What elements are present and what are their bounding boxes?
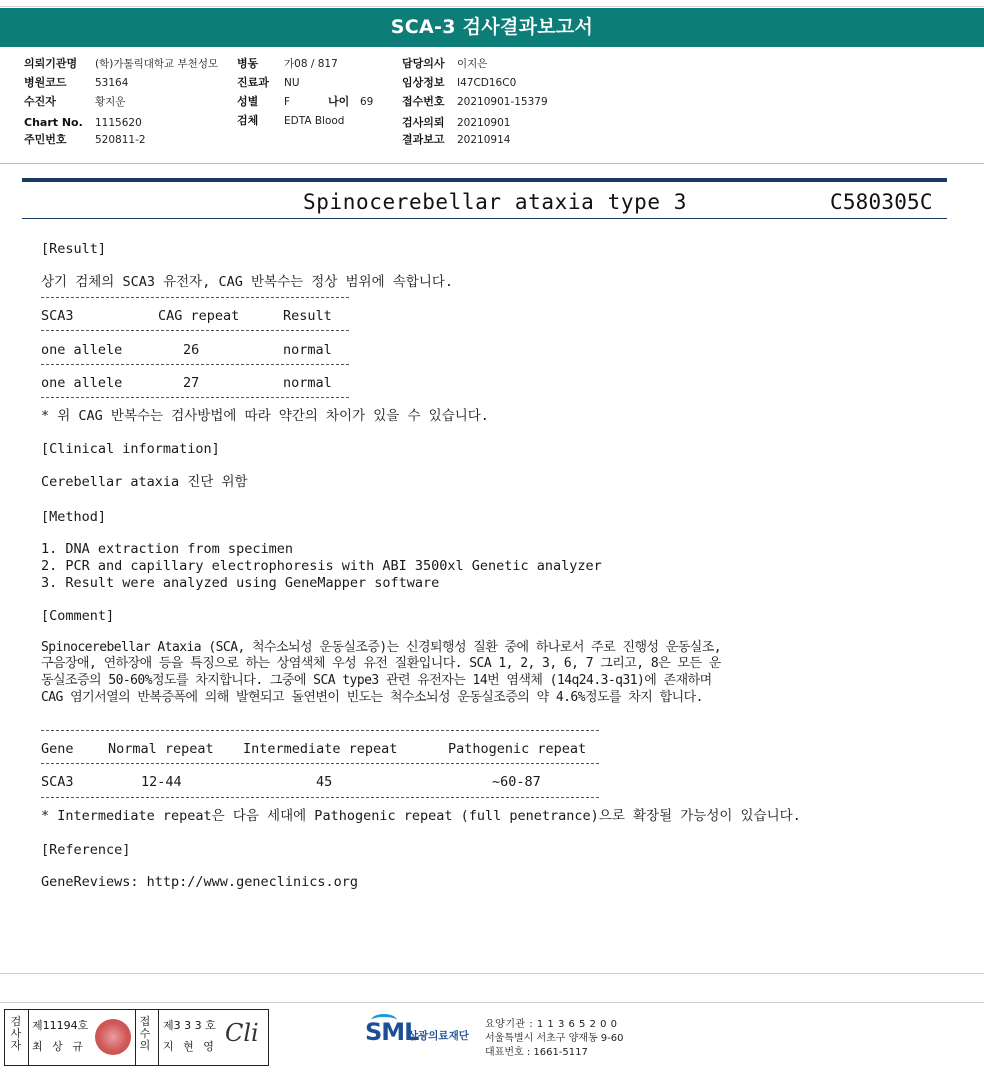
reference-text: GeneReviews: http://www.geneclinics.org bbox=[41, 874, 358, 890]
result-row-repeat: 26 bbox=[183, 342, 200, 358]
label-request-date: 검사의뢰 bbox=[402, 116, 445, 129]
label-institution: 의뢰기관명 bbox=[24, 57, 78, 70]
method-heading: [Method] bbox=[41, 509, 107, 525]
inspector-label: 검사자 bbox=[10, 1015, 22, 1052]
label-specimen: 검체 bbox=[237, 114, 259, 127]
value-receipt-no: 20210901-15379 bbox=[457, 96, 548, 108]
signature: Cli bbox=[225, 1019, 259, 1047]
result-row-allele: one allele bbox=[41, 342, 123, 358]
test-code: C580305C bbox=[830, 190, 933, 214]
approver-name: 지 현 영 bbox=[163, 1040, 217, 1053]
gene-row-pathogenic: ~60-87 bbox=[492, 774, 541, 790]
label-resident-no: 주민번호 bbox=[24, 133, 67, 146]
label-report-date: 결과보고 bbox=[402, 133, 445, 146]
gene-row-gene: SCA3 bbox=[41, 774, 74, 790]
gene-table-rule bbox=[41, 763, 599, 764]
inspector-name: 최 상 규 bbox=[32, 1040, 86, 1053]
window-top-edge bbox=[0, 0, 984, 7]
label-doctor: 담당의사 bbox=[402, 57, 445, 70]
sml-logo: SML bbox=[365, 1018, 419, 1046]
method-step: 1. DNA extraction from specimen bbox=[41, 541, 293, 557]
label-sex: 성별 bbox=[237, 95, 259, 108]
clinical-heading: [Clinical information] bbox=[41, 441, 220, 457]
approver-label: 접수의 bbox=[139, 1015, 151, 1052]
result-heading: [Result] bbox=[41, 241, 107, 257]
value-collector: 황지운 bbox=[95, 96, 126, 108]
value-institution: (학)가톨릭대학교 부천성모 bbox=[95, 58, 219, 70]
label-collector: 수진자 bbox=[24, 95, 56, 108]
result-header-result: Result bbox=[283, 308, 332, 324]
result-table-rule bbox=[41, 364, 349, 365]
comment-line: 구음장애, 연하장애 등을 특징으로 하는 상염색체 우성 유전 질환입니다. SCA 1, 2, 3, 6, 7 그리고, 8은 모든 운 bbox=[41, 656, 721, 671]
report-title: SCA-3 검사결과보고서 bbox=[0, 8, 984, 47]
comment-line: Spinocerebellar Ataxia (SCA, 척수소뇌성 운동실조증)는 신경퇴행성 질환 중에 하나로서 주로 진행성 운동실조, bbox=[41, 640, 722, 655]
title-rule-top bbox=[22, 178, 947, 182]
result-note: * 위 CAG 반복수는 검사방법에 따라 약간의 차이가 있을 수 있습니다. bbox=[41, 408, 489, 424]
gene-header-normal: Normal repeat bbox=[108, 741, 214, 757]
clinical-text: Cerebellar ataxia 진단 위함 bbox=[41, 474, 248, 490]
value-resident-no: 520811-2 bbox=[95, 134, 146, 146]
result-summary: 상기 검체의 SCA3 유전자, CAG 반복수는 정상 범위에 속합니다. bbox=[41, 274, 454, 290]
reference-heading: [Reference] bbox=[41, 842, 131, 858]
title-rule-bottom bbox=[22, 218, 947, 219]
address: 서울특별시 서초구 양재동 9-60 bbox=[485, 1033, 624, 1044]
label-age: 나이 bbox=[328, 95, 350, 108]
gene-row-intermediate: 45 bbox=[316, 774, 333, 790]
method-step: 2. PCR and capillary electrophoresis with ABI 3500xl Genetic analyzer bbox=[41, 558, 602, 574]
approver-license-no: 제3 3 3 호 bbox=[163, 1019, 216, 1032]
result-header-cag: CAG repeat bbox=[158, 308, 240, 324]
value-specimen: EDTA Blood bbox=[284, 115, 345, 127]
value-hospital-code: 53164 bbox=[95, 77, 129, 89]
gene-header-pathogenic: Pathogenic repeat bbox=[448, 741, 587, 757]
value-sex: F bbox=[284, 96, 291, 108]
comment-heading: [Comment] bbox=[41, 608, 115, 624]
result-row-repeat: 27 bbox=[183, 375, 200, 391]
label-receipt-no: 접수번호 bbox=[402, 95, 445, 108]
official-seal bbox=[95, 1019, 131, 1055]
inspector-license-no: 제11194호 bbox=[32, 1019, 89, 1032]
result-table-rule bbox=[41, 330, 349, 331]
comment-line: CAG 염기서열의 반복증폭에 의해 발현되고 돌연변이 빈도는 척수소뇌성 운동실조증의 약 4.6%정도를 차지 합니다. bbox=[41, 690, 703, 705]
label-chart-no: Chart No. bbox=[24, 116, 83, 129]
label-clinical-info: 임상정보 bbox=[402, 76, 445, 89]
value-clinical-info: I47CD16C0 bbox=[457, 77, 517, 89]
value-age: 69 bbox=[360, 96, 374, 108]
value-doctor: 이지은 bbox=[457, 58, 488, 70]
value-request-date: 20210901 bbox=[457, 117, 511, 129]
value-chart-no: 1115620 bbox=[95, 117, 142, 129]
label-hospital-code: 병원코드 bbox=[24, 76, 67, 89]
result-row-status: normal bbox=[283, 342, 332, 358]
foundation-name: 삼광의료재단 bbox=[408, 1030, 469, 1042]
gene-table-rule bbox=[41, 730, 599, 731]
gene-row-normal: 12-44 bbox=[141, 774, 182, 790]
comment-note: * Intermediate repeat은 다음 세대에 Pathogenic repeat (full penetrance)으로 확장될 가능성이 있습니다. bbox=[41, 808, 801, 824]
label-ward: 병동 bbox=[237, 57, 259, 70]
footer-divider bbox=[0, 973, 984, 974]
header-divider bbox=[0, 163, 984, 164]
result-row-allele: one allele bbox=[41, 375, 123, 391]
phone: 대표번호 : 1661-5117 bbox=[485, 1047, 588, 1058]
care-institution-code: 요양기관 : 1 1 3 6 5 2 0 0 bbox=[485, 1019, 618, 1030]
value-ward: 가08 / 817 bbox=[284, 58, 338, 70]
gene-table-rule bbox=[41, 797, 599, 798]
footer-divider bbox=[0, 1002, 984, 1003]
value-report-date: 20210914 bbox=[457, 134, 511, 146]
comment-line: 동실조증의 50-60%정도를 차지합니다. 그중에 SCA type3 관련 유전자는 14번 염색체 (14q24.3-q31)에 존재하며 bbox=[41, 673, 712, 688]
result-table-rule bbox=[41, 297, 349, 298]
value-department: NU bbox=[284, 77, 300, 89]
result-table-rule bbox=[41, 397, 349, 398]
gene-header-intermediate: Intermediate repeat bbox=[243, 741, 398, 757]
result-header-gene: SCA3 bbox=[41, 308, 74, 324]
test-name: Spinocerebellar ataxia type 3 bbox=[303, 190, 688, 214]
label-department: 진료과 bbox=[237, 76, 269, 89]
gene-header-gene: Gene bbox=[41, 741, 74, 757]
method-step: 3. Result were analyzed using GeneMapper software bbox=[41, 575, 440, 591]
result-row-status: normal bbox=[283, 375, 332, 391]
